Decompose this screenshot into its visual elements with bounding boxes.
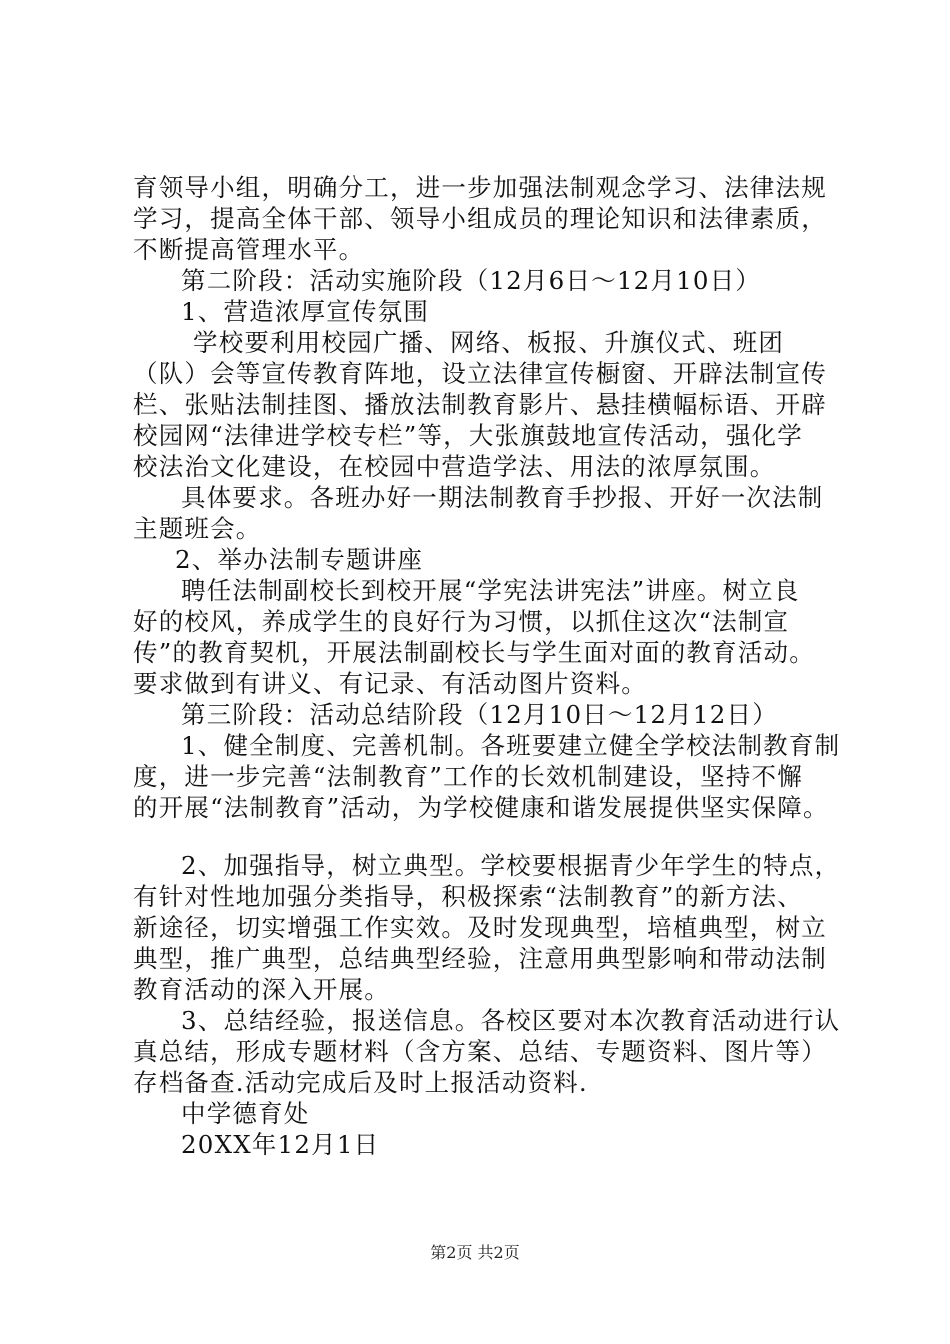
body-line-20: 度，进一步完善“法制教育”工作的长效机制建设，坚持不懈	[133, 762, 803, 791]
body-line-19: 1、健全制度、完善机制。各班要建立健全学校法制教育制	[181, 731, 841, 760]
subheading-1: 1、营造浓厚宣传氛围	[181, 297, 430, 326]
body-line-25: 典型，推广典型，总结典型经验，注意用典型影响和带动法制	[133, 944, 827, 973]
body-line-28: 真总结，形成专题材料（含方案、总结、专题资料、图片等）	[133, 1037, 827, 1066]
signature-department: 中学德育处	[181, 1099, 310, 1128]
body-line-21: 的开展“法制教育”活动，为学校健康和谐发展提供坚实保障。	[133, 793, 829, 822]
body-line-3: 不断提高管理水平。	[133, 235, 365, 264]
body-line-12: 主题班会。	[133, 514, 262, 543]
body-line-15: 好的校风，养成学生的良好行为习惯，以抓住这次“法制宣	[133, 607, 790, 636]
body-line-29: 存档备查.活动完成后及时上报活动资料.	[133, 1068, 588, 1097]
body-line-7: （队）会等宣传教育阵地，设立法律宣传橱窗、开辟法制宣传	[133, 359, 827, 388]
subheading-2: 2、举办法制专题讲座	[175, 545, 424, 574]
body-line-17: 要求做到有讲义、有记录、有活动图片资料。	[133, 669, 647, 698]
body-line-11: 具体要求。各班办好一期法制教育手抄报、开好一次法制	[181, 483, 824, 512]
body-line-14: 聘任法制副校长到校开展“学宪法讲宪法”讲座。树立良	[181, 576, 800, 605]
body-line-16: 传”的教育契机，开展法制副校长与学生面对面的教育活动。	[133, 638, 815, 667]
body-line-24: 新途径，切实增强工作实效。及时发现典型，培植典型，树立	[133, 913, 827, 942]
body-line-1: 育领导小组，明确分工，进一步加强法制观念学习、法律法规	[133, 173, 827, 202]
body-line-6: 学校要利用校园广播、网络、板报、升旗仪式、班团	[193, 328, 785, 357]
body-line-2: 学习，提高全体干部、领导小组成员的理论知识和法律素质，	[133, 204, 827, 233]
body-line-27: 3、总结经验，报送信息。各校区要对本次教育活动进行认	[181, 1006, 841, 1035]
body-line-26: 教育活动的深入开展。	[133, 975, 390, 1004]
body-line-8: 栏、张贴法制挂图、播放法制教育影片、悬挂横幅标语、开辟	[133, 390, 827, 419]
body-line-23: 有针对性地加强分类指导，积极探索“法制教育”的新方法、	[133, 882, 803, 911]
section-heading-stage-2: 第二阶段：活动实施阶段（12月6日～12月10日）	[181, 266, 762, 295]
page-number-footer: 第2页 共2页	[430, 1243, 520, 1262]
body-line-9: 校园网“法律进学校专栏”等，大张旗鼓地宣传活动，强化学	[133, 421, 803, 450]
signature-date: 20XX年12月1日	[181, 1130, 380, 1159]
section-heading-stage-3: 第三阶段：活动总结阶段（12月10日～12月12日）	[181, 700, 778, 729]
body-line-10: 校法治文化建设，在校园中营造学法、用法的浓厚氛围。	[133, 452, 776, 481]
body-line-22: 2、加强指导，树立典型。学校要根据青少年学生的特点，	[181, 851, 841, 880]
